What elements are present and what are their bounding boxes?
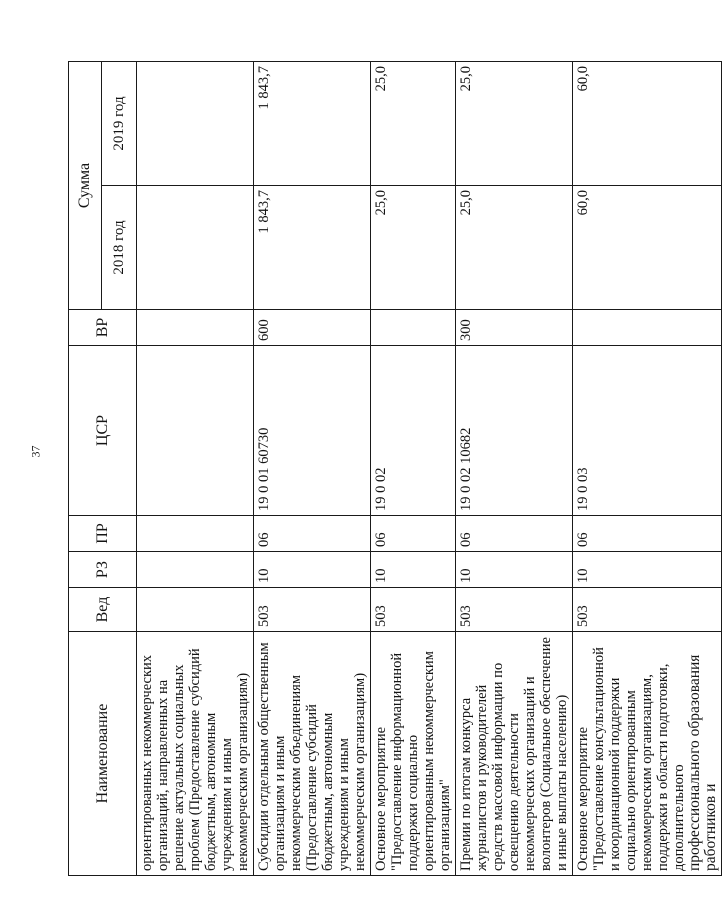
cell-vr bbox=[573, 310, 722, 346]
cell-rz: 10 bbox=[254, 552, 371, 588]
page-number: 37 bbox=[28, 445, 43, 458]
cell-rz: 10 bbox=[456, 552, 573, 588]
cell-name: Субсидии отдельным общественным организациям и иным некоммерческим объединениям (Предоставление субсидий бюджетным, автономным учреждениям и иным некоммерческим организациям) bbox=[254, 632, 371, 876]
col-header-2019: 2019 год bbox=[102, 62, 137, 186]
cell-2019: 25,0 bbox=[456, 62, 573, 186]
cell-pr: 06 bbox=[573, 516, 722, 552]
col-header-rz: РЗ bbox=[69, 552, 137, 588]
cell-pr: 06 bbox=[254, 516, 371, 552]
cell-2018: 1 843,7 bbox=[254, 186, 371, 310]
cell-csr: 19 0 03 bbox=[573, 346, 722, 516]
cell-name-tail: профессионального образования работников и bbox=[686, 654, 719, 871]
cell-name: Основное мероприятие "Предоставление информационной поддержки социально ориентированным некоммерческим организациям" bbox=[371, 632, 456, 876]
table-row bbox=[456, 62, 573, 876]
col-header-pr: ПР bbox=[69, 516, 137, 552]
table-row bbox=[254, 62, 371, 876]
cell-vr bbox=[137, 310, 254, 346]
cell-2018: 25,0 bbox=[456, 186, 573, 310]
cell-2019: 1 843,7 bbox=[254, 62, 371, 186]
col-header-2018: 2018 год bbox=[102, 186, 137, 310]
cell-ved: 503 bbox=[254, 588, 371, 632]
col-header-name: Наименование bbox=[69, 632, 137, 876]
cell-pr bbox=[137, 516, 254, 552]
cell-vr bbox=[371, 310, 456, 346]
cell-pr: 06 bbox=[371, 516, 456, 552]
cell-name bbox=[573, 632, 722, 876]
cell-rz: 10 bbox=[371, 552, 456, 588]
budget-table-rotated bbox=[68, 62, 719, 876]
cell-csr: 19 0 02 bbox=[371, 346, 456, 516]
cell-2019: 60,0 bbox=[573, 62, 722, 186]
cell-csr: 19 0 02 10682 bbox=[456, 346, 573, 516]
cell-2018: 25,0 bbox=[371, 186, 456, 310]
cell-2019: 25,0 bbox=[371, 62, 456, 186]
table-row bbox=[137, 62, 254, 876]
table-row bbox=[573, 62, 722, 876]
table-row bbox=[371, 62, 456, 876]
cell-2018 bbox=[137, 186, 254, 310]
cell-ved bbox=[137, 588, 254, 632]
budget-table bbox=[68, 61, 722, 876]
cell-rz bbox=[137, 552, 254, 588]
cell-csr: 19 0 01 60730 bbox=[254, 346, 371, 516]
cell-2018: 60,0 bbox=[573, 186, 722, 310]
cell-csr bbox=[137, 346, 254, 516]
col-header-csr: ЦСР bbox=[69, 346, 137, 516]
cell-pr: 06 bbox=[456, 516, 573, 552]
cell-ved: 503 bbox=[573, 588, 722, 632]
header-row bbox=[69, 62, 102, 876]
cell-vr: 300 bbox=[456, 310, 573, 346]
col-header-ved: Вед bbox=[69, 588, 137, 632]
cell-name-text: Основное мероприятие "Предоставление консультационной и координационной поддержки социально ориентированным некоммерческим организациям, поддержки в области подготовки, дополнительного bbox=[575, 647, 687, 871]
col-header-sum: Сумма bbox=[69, 62, 102, 310]
cell-ved: 503 bbox=[456, 588, 573, 632]
cell-ved: 503 bbox=[371, 588, 456, 632]
cell-2019 bbox=[137, 62, 254, 186]
cell-name: Премии по итогам конкурса журналистов и руководителей средств массовой информации по освещению деятельности некоммерческих организаций и волонтеров (Социальное обеспечение и иные выплаты населению) bbox=[456, 632, 573, 876]
cell-rz: 10 bbox=[573, 552, 722, 588]
col-header-vr: ВР bbox=[69, 310, 137, 346]
cell-vr: 600 bbox=[254, 310, 371, 346]
cell-name: ориентированных некоммерческих организаций, направленных на решение актуальных социальных проблем (Предоставление субсидий бюджетным, автономным учреждениям и иным некоммерческим организациям) bbox=[137, 632, 254, 876]
